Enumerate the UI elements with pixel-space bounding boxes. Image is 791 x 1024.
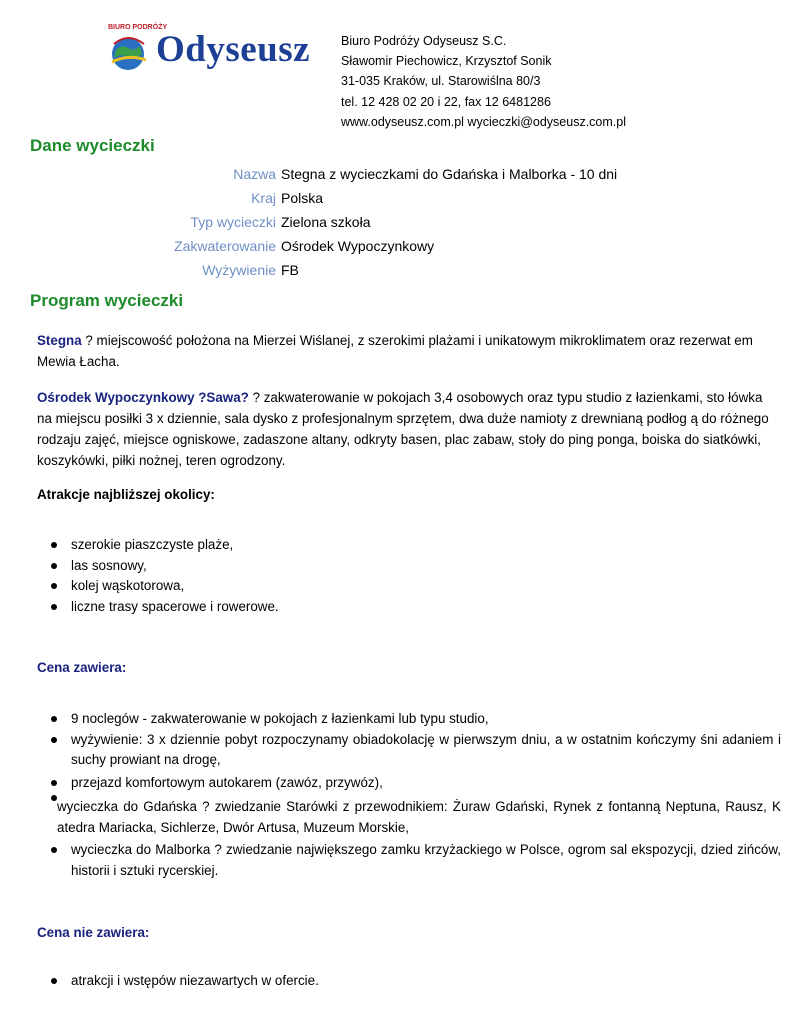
list-item: przejazd komfortowym autokarem (zawóz, przywóz), xyxy=(37,773,781,794)
bullet-icon xyxy=(51,780,57,786)
list-item: wycieczka do Malborka ? zwiedzanie największego zamku krzyżackiego w Polsce, ogrom sal ekspozycji, dzied zińców, historii i sztuki rycerskiej. xyxy=(37,840,781,881)
attractions-title: Atrakcje najbliższej okolicy: xyxy=(37,487,215,502)
stegna-text: ? miejscowość położona na Mierzei Wiślanej, z szerokimi plażami i unikatowym mikroklimatem oraz rezerwat em Mewia Łacha. xyxy=(37,333,753,369)
trip-details-title: Dane wycieczki xyxy=(30,136,155,155)
trip-row-country xyxy=(0,188,791,212)
trip-value: Zielona szkoła xyxy=(281,214,371,230)
bullet-icon xyxy=(51,583,57,589)
company-web-email[interactable]: www.odyseusz.com.pl wycieczki@odyseusz.com.pl xyxy=(341,114,627,129)
list-item: szerokie piaszczyste plaże, xyxy=(37,535,781,556)
odyseusz-logo xyxy=(104,24,311,78)
trip-label: Wyżywienie xyxy=(202,262,276,278)
bullet-icon xyxy=(51,542,57,548)
trip-label: Typ wycieczki xyxy=(190,214,276,230)
trip-value: Polska xyxy=(281,190,324,206)
page-header xyxy=(0,0,791,130)
trip-row-accommodation xyxy=(0,236,791,260)
list-item: 9 noclegów - zakwaterowanie w pokojach z łazienkami lub typu studio, xyxy=(37,709,781,730)
program-title: Program wycieczki xyxy=(30,291,184,310)
bullet-icon xyxy=(51,795,57,801)
company-address: 31-035 Kraków, ul. Starowiślna 80/3 xyxy=(341,74,541,89)
company-info xyxy=(341,31,626,132)
resort-paragraph xyxy=(37,387,777,471)
company-owners: Sławomir Piechowicz, Krzysztof Sonik xyxy=(341,54,552,69)
list-item: atrakcji i wstępów niezawartych w ofercie. xyxy=(37,971,781,992)
list-item: liczne trasy spacerowe i rowerowe. xyxy=(37,597,781,618)
bullet-icon xyxy=(51,716,57,722)
resort-highlight: Ośrodek Wypoczynkowy ?Sawa? xyxy=(37,390,249,405)
stegna-highlight: Stegna xyxy=(37,333,82,348)
price-includes-list xyxy=(37,709,781,881)
price-includes-title: Cena zawiera: xyxy=(37,660,127,675)
list-item: kolej wąskotorowa, xyxy=(37,576,781,597)
attractions-list xyxy=(37,535,781,617)
trip-details-table xyxy=(0,164,791,284)
company-name: Biuro Podróży Odyseusz S.C. xyxy=(341,34,507,48)
bullet-icon xyxy=(51,737,57,743)
resort-text: ? zakwaterowanie w pokojach 3,4 osobowych oraz typu studio z łazienkami, sto łówka na miejscu posiłki 3 x dziennie, sala dysko z profesjonalnym sprzętem, dwa duże namioty z drewnianą podłog ą do różnego rodzaju zajęć, miejsce ogniskowe, zadaszone altany, odkryty basen, plac zabaw, stoły do ping ponga, boiska do siatkówki, koszykówki, piłki nożnej, teren ogrodzony. xyxy=(37,390,769,468)
trip-label: Kraj xyxy=(251,190,276,206)
trip-value: FB xyxy=(281,262,299,278)
list-item: las sosnowy, xyxy=(37,556,781,577)
bullet-icon xyxy=(51,978,57,984)
price-excludes-list xyxy=(37,971,781,992)
trip-row-board xyxy=(0,260,791,284)
trip-value: Ośrodek Wypoczynkowy xyxy=(281,238,435,254)
logo-wordmark: Odyseusz xyxy=(156,29,311,70)
trip-label: Zakwaterowanie xyxy=(174,238,276,254)
trip-row-name xyxy=(0,164,791,188)
bullet-icon xyxy=(51,847,57,853)
list-item: wycieczka do Gdańska ? zwiedzanie Starówki z przewodnikiem: Żuraw Gdański, Rynek z fontanną Neptuna, Rausz, K atedra Mariacka, Sichlerze, Dwór Artusa, Muzeum Morskie, xyxy=(37,797,781,838)
logo-arc-text: BIURO PODRÓŻY xyxy=(108,24,168,31)
company-phone: tel. 12 428 02 20 i 22, fax 12 6481286 xyxy=(341,94,551,109)
trip-value: Stegna z wycieczkami do Gdańska i Malborka - 10 dni xyxy=(281,166,618,182)
stegna-paragraph xyxy=(37,330,777,372)
bullet-icon xyxy=(51,604,57,610)
trip-label: Nazwa xyxy=(233,166,276,182)
bullet-icon xyxy=(51,563,57,569)
trip-row-type xyxy=(0,212,791,236)
price-excludes-title: Cena nie zawiera: xyxy=(37,925,150,940)
list-item: wyżywienie: 3 x dziennie pobyt rozpoczynamy obiadokolację w pierwszym dniu, a w ostatnim kończymy śni adaniem i suchy prowiant na drogę, xyxy=(37,730,781,771)
